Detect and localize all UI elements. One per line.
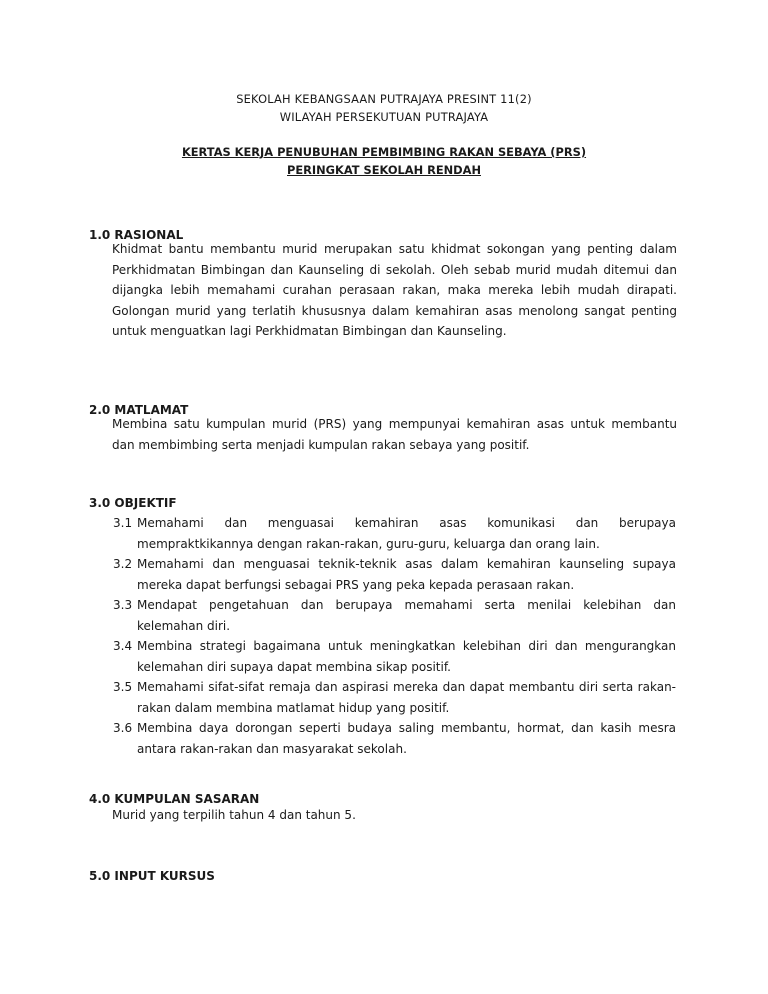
section-body-rasional: Khidmat bantu membantu murid merupakan satu khidmat sokongan yang penting dalam Perkhidmatan Bimbingan dan Kaunseling di sekolah. Oleh sebab murid mudah ditemui dan dijangka lebih memahami curahan perasaan rakan, maka mereka lebih mudah dirapati. Golongan murid yang terlatih khususnya dalam kemahiran asas menolong sangat penting untuk menguatkan lagi Perkhidmatan Bimbingan dan Kaunseling. xyxy=(112,242,677,339)
section-heading-matlamat: 2.0 MATLAMAT xyxy=(89,403,189,417)
objective-number: 3.1 xyxy=(113,516,133,530)
objective-number: 3.2 xyxy=(113,557,133,571)
section-heading-input: 5.0 INPUT KURSUS xyxy=(89,869,215,883)
objective-number: 3.6 xyxy=(113,721,133,735)
section-heading-objektif: 3.0 OBJEKTIF xyxy=(89,496,177,510)
section-heading-rasional: 1.0 RASIONAL xyxy=(89,228,184,242)
section-body-matlamat: Membina satu kumpulan murid (PRS) yang mempunyai kemahiran asas untuk membantu dan membimbing serta menjadi kumpulan rakan sebaya yang positif. xyxy=(112,417,677,452)
objective-text: Memahami sifat-sifat remaja dan aspirasi mereka dan dapat membantu diri serta rakan-rakan dalam membina matlamat hidup yang positif. xyxy=(137,680,676,715)
section-body-sasaran: Murid yang terpilih tahun 4 dan tahun 5. xyxy=(112,808,356,822)
objective-number: 3.3 xyxy=(113,598,133,612)
document-title: KERTAS KERJA PENUBUHAN PEMBIMBING RAKAN SEBAYA (PRS) xyxy=(181,145,587,159)
document-subtitle: PERINGKAT SEKOLAH RENDAH xyxy=(287,163,481,177)
school-name: SEKOLAH KEBANGSAAN PUTRAJAYA PRESINT 11(2) xyxy=(236,92,532,106)
section-heading-sasaran: 4.0 KUMPULAN SASARAN xyxy=(89,792,260,806)
objective-text: Membina strategi bagaimana untuk meningkatkan kelebihan diri dan mengurangkan kelemahan diri supaya dapat membina sikap positif. xyxy=(137,639,676,674)
objective-number: 3.5 xyxy=(113,680,133,694)
objective-number: 3.4 xyxy=(113,639,133,653)
objective-text: Membina daya dorongan seperti budaya saling membantu, hormat, dan kasih mesra antara rakan-rakan dan masyarakat sekolah. xyxy=(137,721,676,756)
region-name: WILAYAH PERSEKUTUAN PUTRAJAYA xyxy=(279,110,489,124)
objective-text: Memahami dan menguasai teknik-teknik asas dalam kemahiran kaunseling supaya mereka dapat berfungsi sebagai PRS yang peka kepada perasaan rakan. xyxy=(137,557,676,592)
objective-text: Mendapat pengetahuan dan berupaya memahami serta menilai kelebihan dan kelemahan diri. xyxy=(137,598,676,633)
objective-text: Memahami dan menguasai kemahiran asas komunikasi dan berupaya mempraktkikannya dengan rakan-rakan, guru-guru, keluarga dan orang lain. xyxy=(137,516,676,551)
